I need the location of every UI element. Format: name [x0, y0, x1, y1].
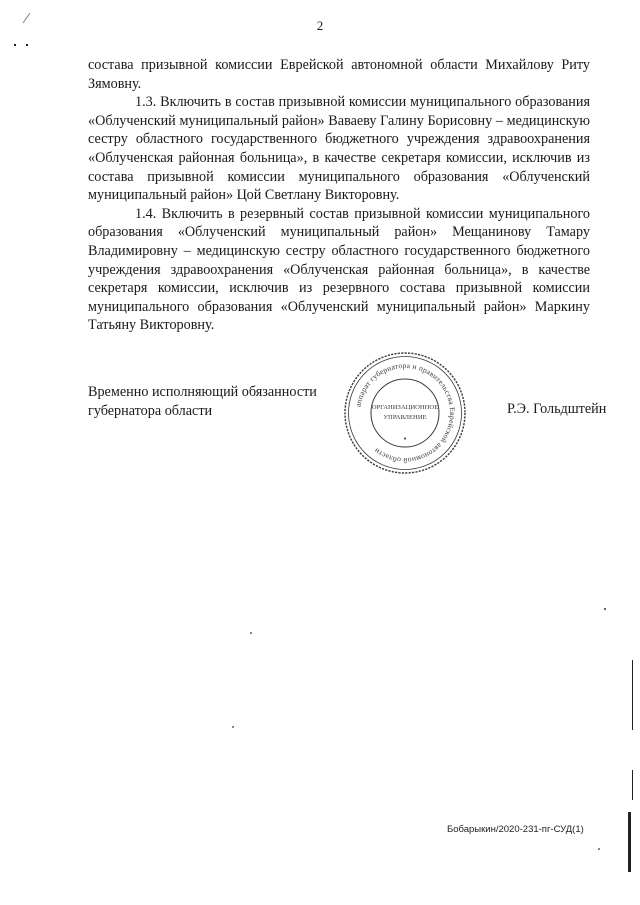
seal-outer-ring: [345, 353, 465, 473]
document-body: [88, 56, 590, 335]
document-code: Бобарыкин/2020-231-пг-СУД(1): [447, 824, 584, 835]
scan-mark-speck-1: [604, 608, 606, 610]
seal-star-icon: •: [402, 435, 408, 443]
paragraph-1-3: 1.3. Включить в состав призывной комиссии муниципального образования «Облученский муниципальный район» Ваваеву Галину Борисовну – медицинскую сестру областного государственного бюджетного учреждения здравоохранения «Облученская районная больница», в качестве секретаря комиссии, исключив из состава призывной комиссии муниципального образования «Облученский муниципальный район» Цой Светлану Викторовну.: [88, 94, 590, 204]
scan-mark-right-2: [632, 770, 633, 800]
scan-mark-top-left-dot-2: [26, 44, 28, 46]
seal-ring-text: аппарат губернатора и правительства Еврейской автономной области: [353, 360, 458, 466]
scan-mark-speck-3: [232, 726, 234, 728]
paragraph-1-4: 1.4. Включить в резервный состав призывной комиссии муниципального образования «Облученский муниципальный район» Мещанинову Тамару Владимировну – медицинскую сестру областного государственного бюджетного учреждения здравоохранения «Облученская районная больница», в качестве секретаря комиссии, исключив из резервного состава призывной комиссии муниципального образования «Облученский муниципальный район» Маркину Татьяну Викторовну.: [88, 205, 590, 334]
official-seal: [340, 348, 470, 478]
seal-outer-ring-2: [349, 357, 462, 470]
page-number: 2: [316, 18, 324, 33]
signatory-name: Р.Э. Гольдштейн: [507, 401, 607, 417]
scan-mark-speck-4: [598, 848, 600, 850]
seal-center-line-2: УПРАВЛЕНИЕ: [383, 414, 427, 421]
seal-center-line-1: ОРГАНИЗАЦИОННОЕ: [371, 404, 439, 411]
scan-mark-speck-2: [250, 632, 252, 634]
paragraph-continuation: состава призывной комиссии Еврейской автономной области Михайлову Риту Зямовну.: [88, 57, 590, 92]
signatory-title: [88, 383, 317, 420]
signatory-title-line-2: губернатора области: [88, 402, 213, 419]
scan-mark-right-3: [628, 812, 631, 872]
signatory-title-line-1: Временно исполняющий обязанности: [88, 384, 317, 400]
scan-mark-right-1: [632, 660, 633, 730]
scan-mark-top-left-dot: [14, 44, 16, 46]
